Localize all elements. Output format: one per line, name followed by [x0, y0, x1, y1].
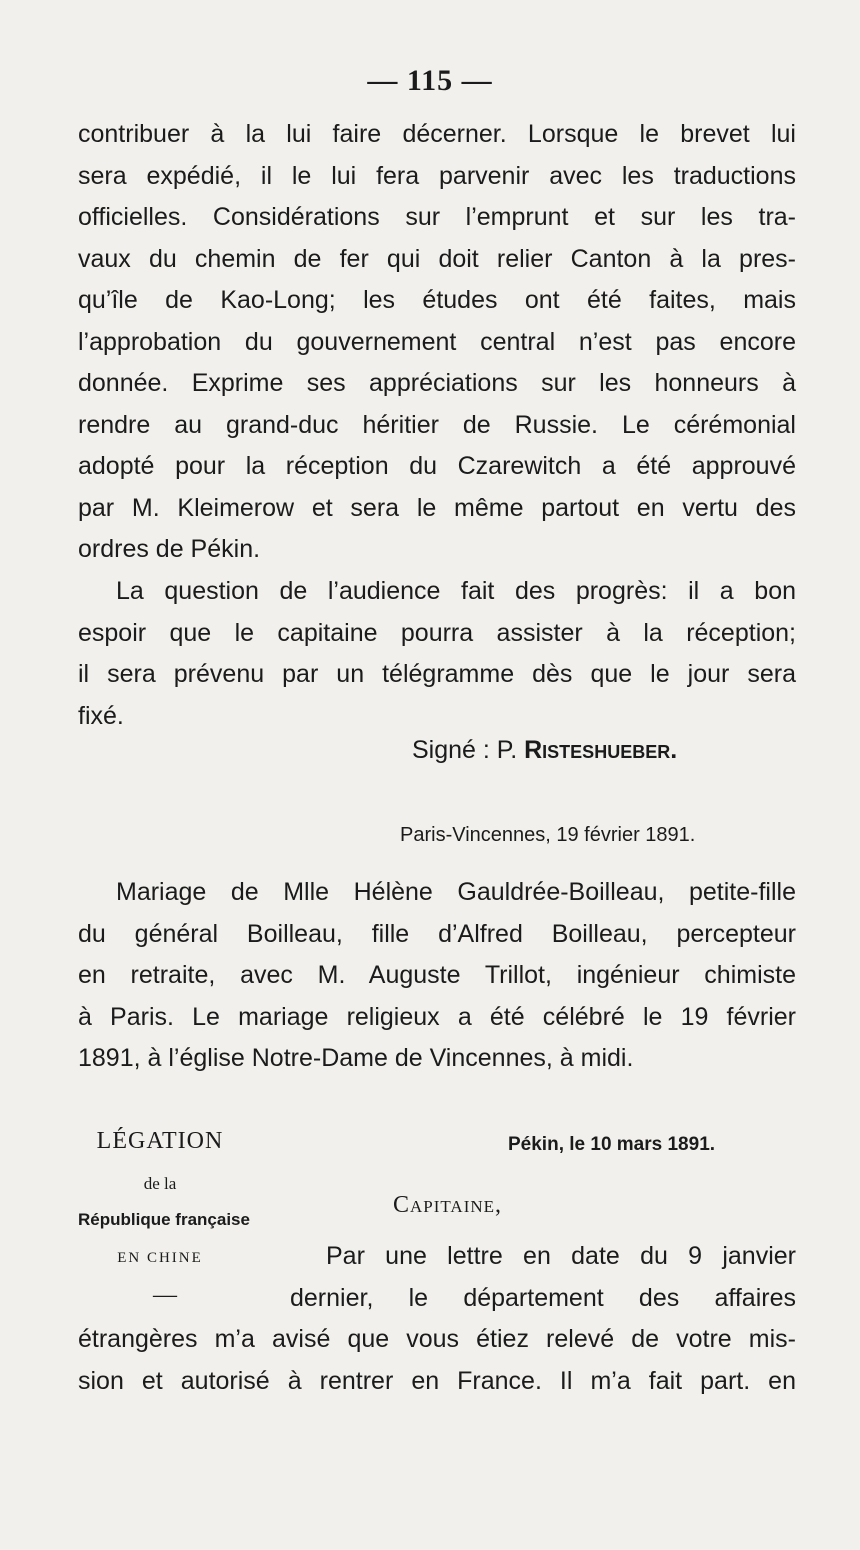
- legation-dash: —: [153, 1282, 177, 1308]
- text-line: sera expédié, il le lui fera parvenir avec les traductions: [78, 161, 796, 190]
- text-line: espoir que le capitaine pourra assister à la réception;: [78, 618, 796, 647]
- legation-en-chine: EN CHINE: [117, 1250, 203, 1266]
- text-line: dernier, le département des affaires: [290, 1283, 796, 1312]
- signature-prefix: Signé : P.: [412, 736, 525, 764]
- letter-body: [78, 1319, 796, 1402]
- letter-dateline: Pékin, le 10 mars 1891.: [508, 1134, 716, 1155]
- text-line: l’approbation du gouvernement central n’est pas encore: [78, 327, 796, 356]
- letter-salutation: Capitaine,: [393, 1192, 503, 1218]
- signature-name: Risteshueber.: [524, 736, 678, 764]
- text-line: donnée. Exprime ses appréciations sur les honneurs à: [78, 369, 796, 397]
- text-line: La question de l’audience fait des progrès: il a bon: [116, 577, 796, 605]
- text-line: par M. Kleimerow et sera le même partout en vertu des: [78, 493, 796, 522]
- text-line: rendre au grand-duc héritier de Russie. Le cérémonial: [78, 410, 796, 439]
- text-line: adopté pour la réception du Czarewitch a été approuvé: [78, 452, 796, 480]
- text-line: ordres de Pékin.: [78, 535, 261, 563]
- text-line: sion et autorisé à rentrer en France. Il m’a fait part. en: [78, 1366, 796, 1395]
- text-line: du général Boilleau, fille d’Alfred Boilleau, percepteur: [78, 919, 796, 948]
- signature: [412, 736, 677, 765]
- text-line: il sera prévenu par un télégramme dès que le jour sera: [78, 660, 796, 688]
- paragraph-consular-report: [78, 114, 796, 571]
- text-line: vaux du chemin de fer qui doit relier Canton à la pres-: [78, 244, 796, 273]
- text-line: en retraite, avec M. Auguste Trillot, ingénieur chimiste: [78, 961, 796, 989]
- text-line: étrangères m’a avisé que vous étiez relevé de votre mis-: [78, 1325, 796, 1353]
- letter-opening: [290, 1236, 796, 1319]
- legation-de-la: de la: [143, 1174, 177, 1193]
- legation-republique: République française: [78, 1210, 250, 1229]
- text-line: Mariage de Mlle Hélène Gauldrée-Boilleau, petite-fille: [116, 878, 796, 906]
- text-line: officielles. Considérations sur l’emprunt et sur les tra-: [78, 203, 796, 231]
- page-number: — 115 —: [367, 64, 493, 97]
- paragraph-audience: [78, 571, 796, 730]
- paragraph-marriage: [78, 872, 796, 1080]
- text-line: à Paris. Le mariage religieux a été célébré le 19 février: [78, 1002, 796, 1031]
- text-line: 1891, à l’église Notre-Dame de Vincennes, à midi.: [78, 1044, 634, 1072]
- text-line: fixé.: [78, 701, 124, 730]
- legation-title: LÉGATION: [96, 1128, 224, 1154]
- text-line: qu’île de Kao-Long; les études ont été faites, mais: [78, 286, 796, 314]
- place-date: Paris-Vincennes, 19 février 1891.: [400, 824, 696, 846]
- text-line: Par une lettre en date du 9 janvier: [326, 1242, 796, 1270]
- text-line: contribuer à la lui faire décerner. Lorsque le brevet lui: [78, 120, 796, 148]
